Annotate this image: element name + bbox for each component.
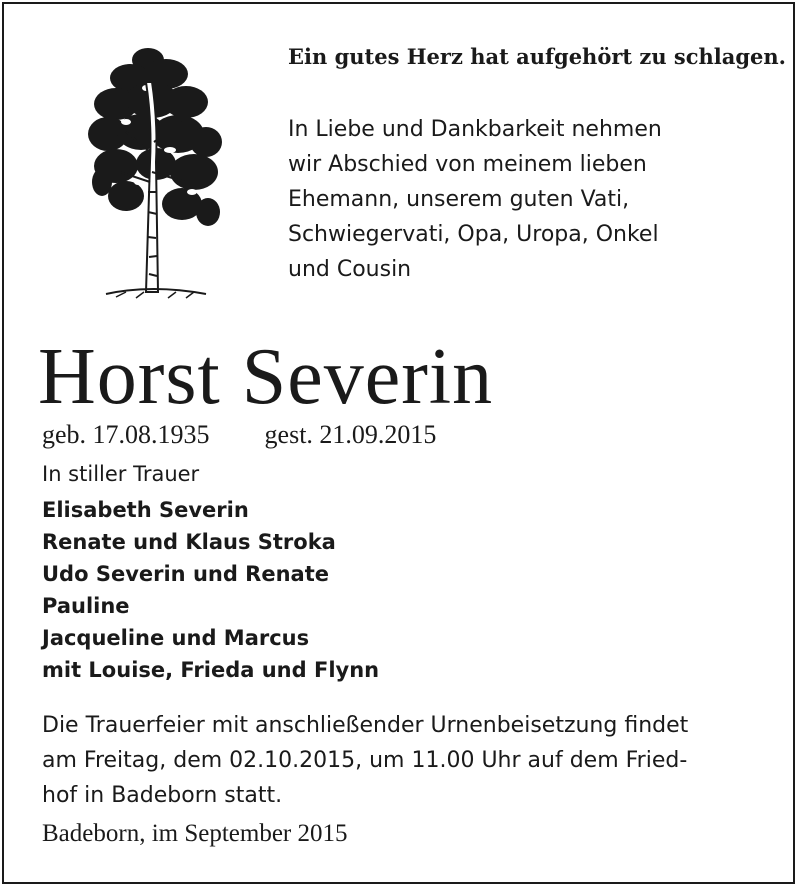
service-line: hof in Badeborn statt. <box>42 783 283 808</box>
birth-date: geb. 17.08.1935 <box>42 420 210 449</box>
mourner-name: Udo Severin und Renate <box>42 562 329 586</box>
intro-line: wir Abschied von meinem lieben <box>288 152 647 177</box>
service-line: am Freitag, dem 02.10.2015, um 11.00 Uhr auf dem Fried- <box>42 748 688 773</box>
obituary-notice <box>2 2 795 884</box>
intro-line: und Cousin <box>288 257 412 282</box>
intro-text <box>288 112 768 287</box>
birch-tree-icon <box>86 42 226 302</box>
service-line: Die Trauerfeier mit anschließender Urnenbeisetzung findet <box>42 713 689 738</box>
mourning-label: In stiller Trauer <box>42 462 200 486</box>
intro-line: In Liebe und Dankbarkeit nehmen <box>288 117 662 142</box>
mourners-list <box>42 494 379 686</box>
headline: Ein gutes Herz hat aufgehört zu schlagen. <box>288 44 786 69</box>
life-dates <box>42 420 436 450</box>
mourner-name: Pauline <box>42 594 130 618</box>
intro-line: Schwiegervati, Opa, Uropa, Onkel <box>288 222 659 247</box>
death-date: gest. 21.09.2015 <box>264 420 437 449</box>
place-date: Badeborn, im September 2015 <box>42 820 348 847</box>
deceased-name: Horst Severin <box>38 333 494 421</box>
mourner-name: Jacqueline und Marcus <box>42 626 310 650</box>
intro-line: Ehemann, unserem guten Vati, <box>288 187 630 212</box>
service-info <box>42 708 782 813</box>
mourner-name: Renate und Klaus Stroka <box>42 530 336 554</box>
mourner-name: mit Louise, Frieda und Flynn <box>42 658 380 682</box>
mourner-name: Elisabeth Severin <box>42 498 249 522</box>
